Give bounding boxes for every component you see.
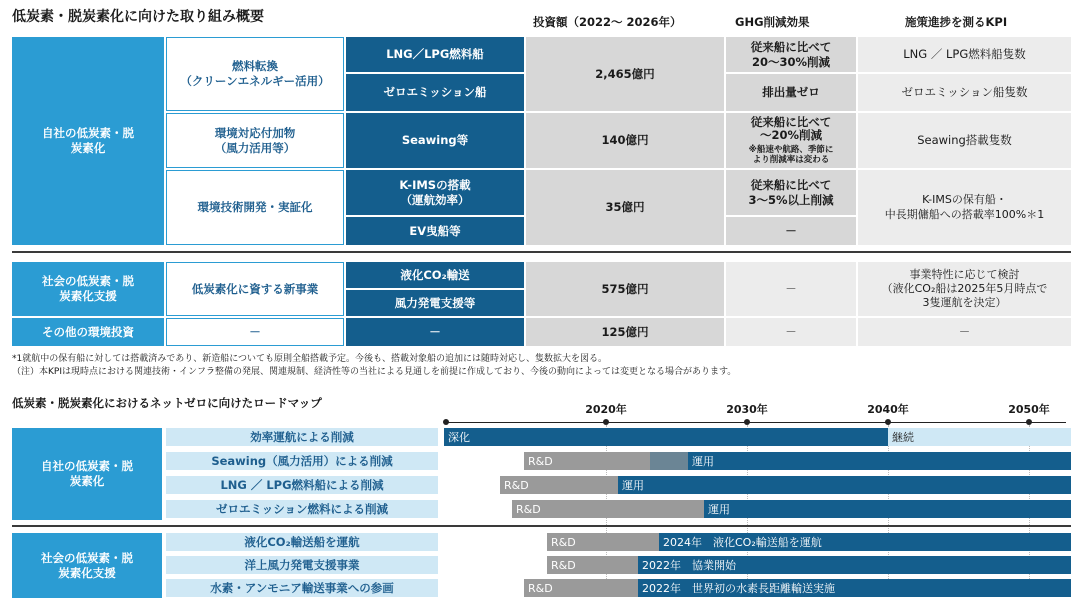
subcategory-fuel-conversion: 燃料転換 （クリーンエネルギー活用） [166,37,344,111]
roadmap-bar-seawing-rd: R&D [524,452,688,470]
ghg-seawing-text: 従来船に比べて ～20%削減 [750,114,832,143]
roadmap-category-social: 社会の低炭素・脱 炭素化支援 [12,533,162,598]
page-title: 低炭素・脱炭素化に向けた取り組み概要 [12,9,264,25]
year-2040: 2040年 [867,403,909,416]
investment-device: 140億円 [526,113,724,168]
footnote-2: （注）本KPIは現時点における関連技術・インフラ整備の発展、関連規制、経済性等の当社による見通しを前提に作成しており、今後の動向によっては変更となる場合があります。 [12,367,737,377]
subcategory-other: － [166,318,344,346]
item-lng-lpg: LNG／LPG燃料船 [346,37,524,72]
column-header-kpi: 施策進捗を測るKPI [905,15,1008,29]
ghg-lng: 従来船に比べて 20～30%削減 [726,37,856,72]
kpi-lng: LNG ／ LPG燃料船隻数 [858,37,1071,72]
category-other-environment: その他の環境投資 [12,318,164,346]
timeline-axis [446,422,1066,423]
kpi-new-business: 事業特性に応じて検討 （液化CO₂船は2025年5月時点で 3隻運航を決定） [858,262,1071,316]
ghg-zero: 排出量ゼロ [726,74,856,111]
roadmap-bar-lng-rd: R&D [500,476,618,494]
roadmap-bar-co2-operation: 2024年 液化CO₂輸送船を運航 [659,533,1071,551]
item-zero-emission: ゼロエミッション船 [346,74,524,111]
ghg-other: － [726,318,856,346]
item-co2-transport: 液化CO₂輸送 [346,262,524,288]
roadmap-row-co2-transport: 液化CO₂輸送船を運航 [166,533,438,551]
roadmap-bar-hydrogen-operation: 2022年 世界初の水素長距離輸送実施 [638,579,1071,597]
footnote-1: *1就航中の保有船に対しては搭載済みであり、新造船についても原則全船搭載予定。今後も、搭載対象船の追加には随時対応し、隻数拡大を図る。 [12,354,608,364]
roadmap-divider [12,525,1071,527]
kpi-seawing: Seawing搭載隻数 [858,113,1071,168]
year-2050: 2050年 [1008,403,1050,416]
timeline-start-dot [443,419,449,425]
kpi-tech: K-IMSの保有船・ 中長期傭船への搭載率100%＊1 [858,170,1071,245]
item-seawing: Seawing等 [346,113,524,168]
roadmap-bar-seawing-overlap [650,452,688,470]
roadmap-bar-hydrogen-rd: R&D [524,579,638,597]
item-kims: K-IMSの搭載 （運航効率） [346,170,524,215]
roadmap-bar-wind-operation: 2022年 協業開始 [638,556,1071,574]
roadmap-bar-deepen: 深化 [444,428,888,446]
roadmap-bar-zero-operation: 運用 [704,500,1071,518]
ghg-seawing-note: ※船速や航路、季節に より削減率は変わる [748,145,834,166]
item-ev-tug: EV曳船等 [346,217,524,245]
section-divider [12,251,1071,253]
roadmap-row-lng-lpg: LNG ／ LPG燃料船による削減 [166,476,438,494]
item-wind-support: 風力発電支援等 [346,290,524,316]
roadmap-row-efficient-operation: 効率運航による削減 [166,428,438,446]
roadmap-bar-zero-rd: R&D [512,500,704,518]
roadmap-row-offshore-wind: 洋上風力発電支援事業 [166,556,438,574]
roadmap-row-zero-emission-fuel: ゼロエミッション燃料による削減 [166,500,438,518]
roadmap-bar-wind-rd: R&D [547,556,638,574]
investment-tech: 35億円 [526,170,724,245]
roadmap-category-self: 自社の低炭素・脱 炭素化 [12,428,162,520]
category-self-decarbonization: 自社の低炭素・脱 炭素化 [12,37,164,245]
ghg-new-business: － [726,262,856,316]
roadmap-bar-co2-rd: R&D [547,533,659,551]
column-header-investment: 投資額（2022～ 2026年） [533,15,682,29]
investment-fuel: 2,465億円 [526,37,724,111]
ghg-seawing [726,113,856,168]
investment-new-business: 575億円 [526,262,724,316]
roadmap-bar-continue: 継続 [888,428,1071,446]
year-2030: 2030年 [726,403,768,416]
category-social-support: 社会の低炭素・脱 炭素化支援 [12,262,164,316]
item-other: － [346,318,524,346]
kpi-zero: ゼロエミッション船隻数 [858,74,1071,111]
roadmap-bar-seawing-operation: 運用 [688,452,1071,470]
investment-other: 125億円 [526,318,724,346]
ghg-kims: 従来船に比べて 3～5%以上削減 [726,170,856,215]
subcategory-new-business: 低炭素化に資する新事業 [166,262,344,316]
year-2020: 2020年 [585,403,627,416]
subcategory-tech-development: 環境技術開発・実証化 [166,170,344,245]
roadmap-row-hydrogen-ammonia: 水素・アンモニア輸送事業への参画 [166,579,438,597]
ghg-ev: － [726,217,856,245]
roadmap-row-seawing: Seawing（風力活用）による削減 [166,452,438,470]
roadmap-bar-lng-operation: 運用 [618,476,1071,494]
roadmap-title: 低炭素・脱炭素化におけるネットゼロに向けたロードマップ [12,396,322,410]
kpi-other: － [858,318,1071,346]
column-header-ghg: GHG削減効果 [735,15,810,29]
subcategory-additional-device: 環境対応付加物 （風力活用等） [166,113,344,168]
